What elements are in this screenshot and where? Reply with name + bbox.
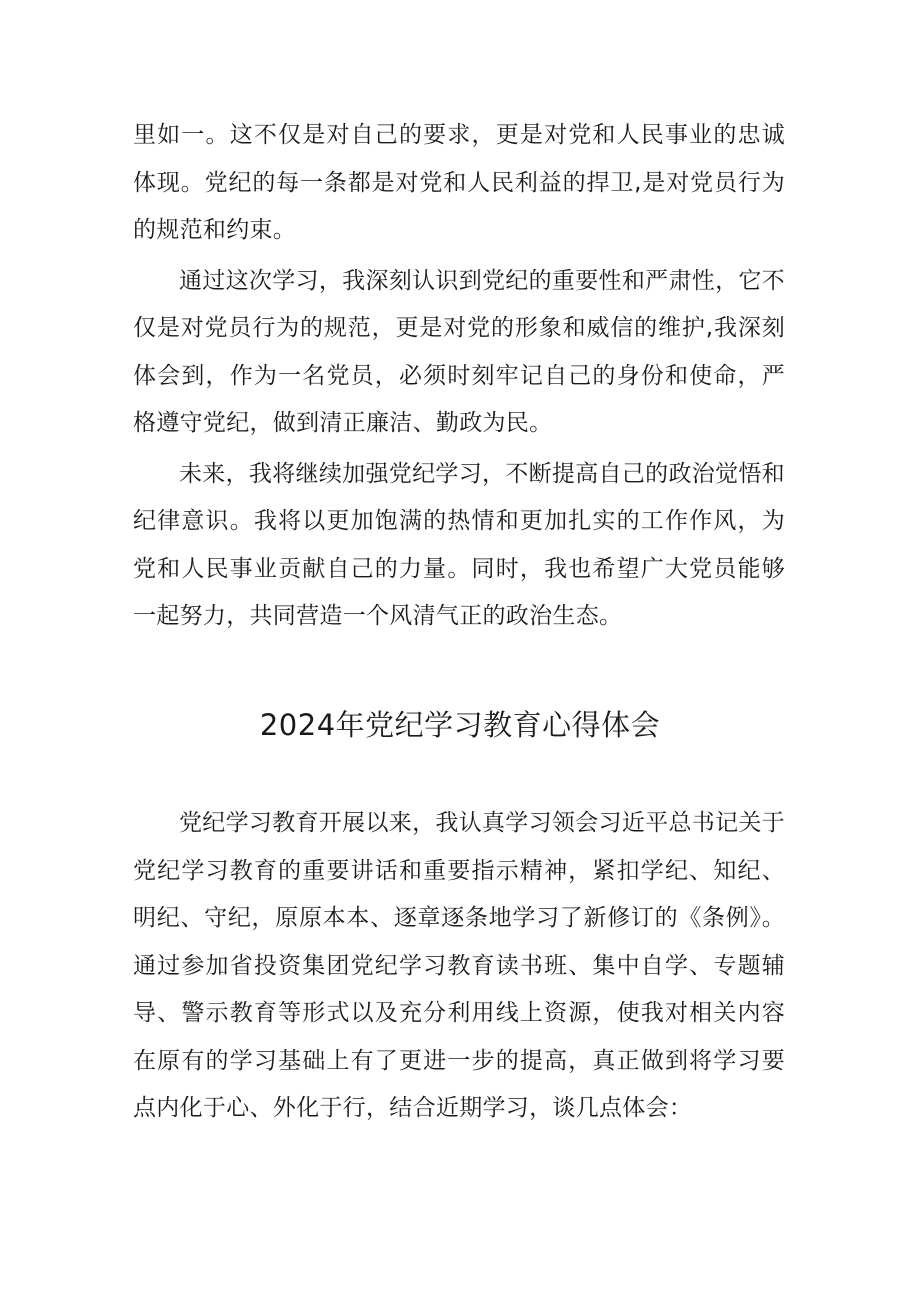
paragraph-study-insight: 通过这次学习，我深刻认识到党纪的重要性和严肃性，它不仅是对党员行为的规范，更是对党的形象和威信的维护,我深刻体会到，作为一名党员，必须时刻牢记自己的身份和使命，严格遵守党纪，做到清正廉洁、勤政为民。	[133, 267, 785, 436]
previous-article-continuation	[133, 112, 785, 641]
article-body	[133, 800, 785, 1133]
paragraph-continuation: 里如一。这不仅是对自己的要求，更是对党和人民事业的忠诚体现。党纪的每一条都是对党和人民利益的捍卫,是对党员行为的规范和约束。	[133, 122, 785, 243]
paragraph-future-plan: 未来，我将继续加强党纪学习，不断提高自己的政治觉悟和纪律意识。我将以更加饱满的热情和更加扎实的工作作风，为党和人民事业贡献自己的力量。同时，我也希望广大党员能够一起努力，共同营造一个风清气正的政治生态。	[133, 460, 785, 629]
article-title: 2024年党纪学习教育心得体会	[259, 708, 661, 742]
paragraph-intro: 党纪学习教育开展以来，我认真学习领会习近平总书记关于党纪学习教育的重要讲话和重要指示精神，紧扣学纪、知纪、明纪、守纪，原原本本、逐章逐条地学习了新修订的《条例》。通过参加省投资集团党纪学习教育读书班、集中自学、专题辅导、警示教育等形式以及充分利用线上资源，使我对相关内容在原有的学习基础上有了更进一步的提高，真正做到将学习要点内化于心、外化于行，结合近期学习，谈几点体会：	[133, 810, 785, 1121]
